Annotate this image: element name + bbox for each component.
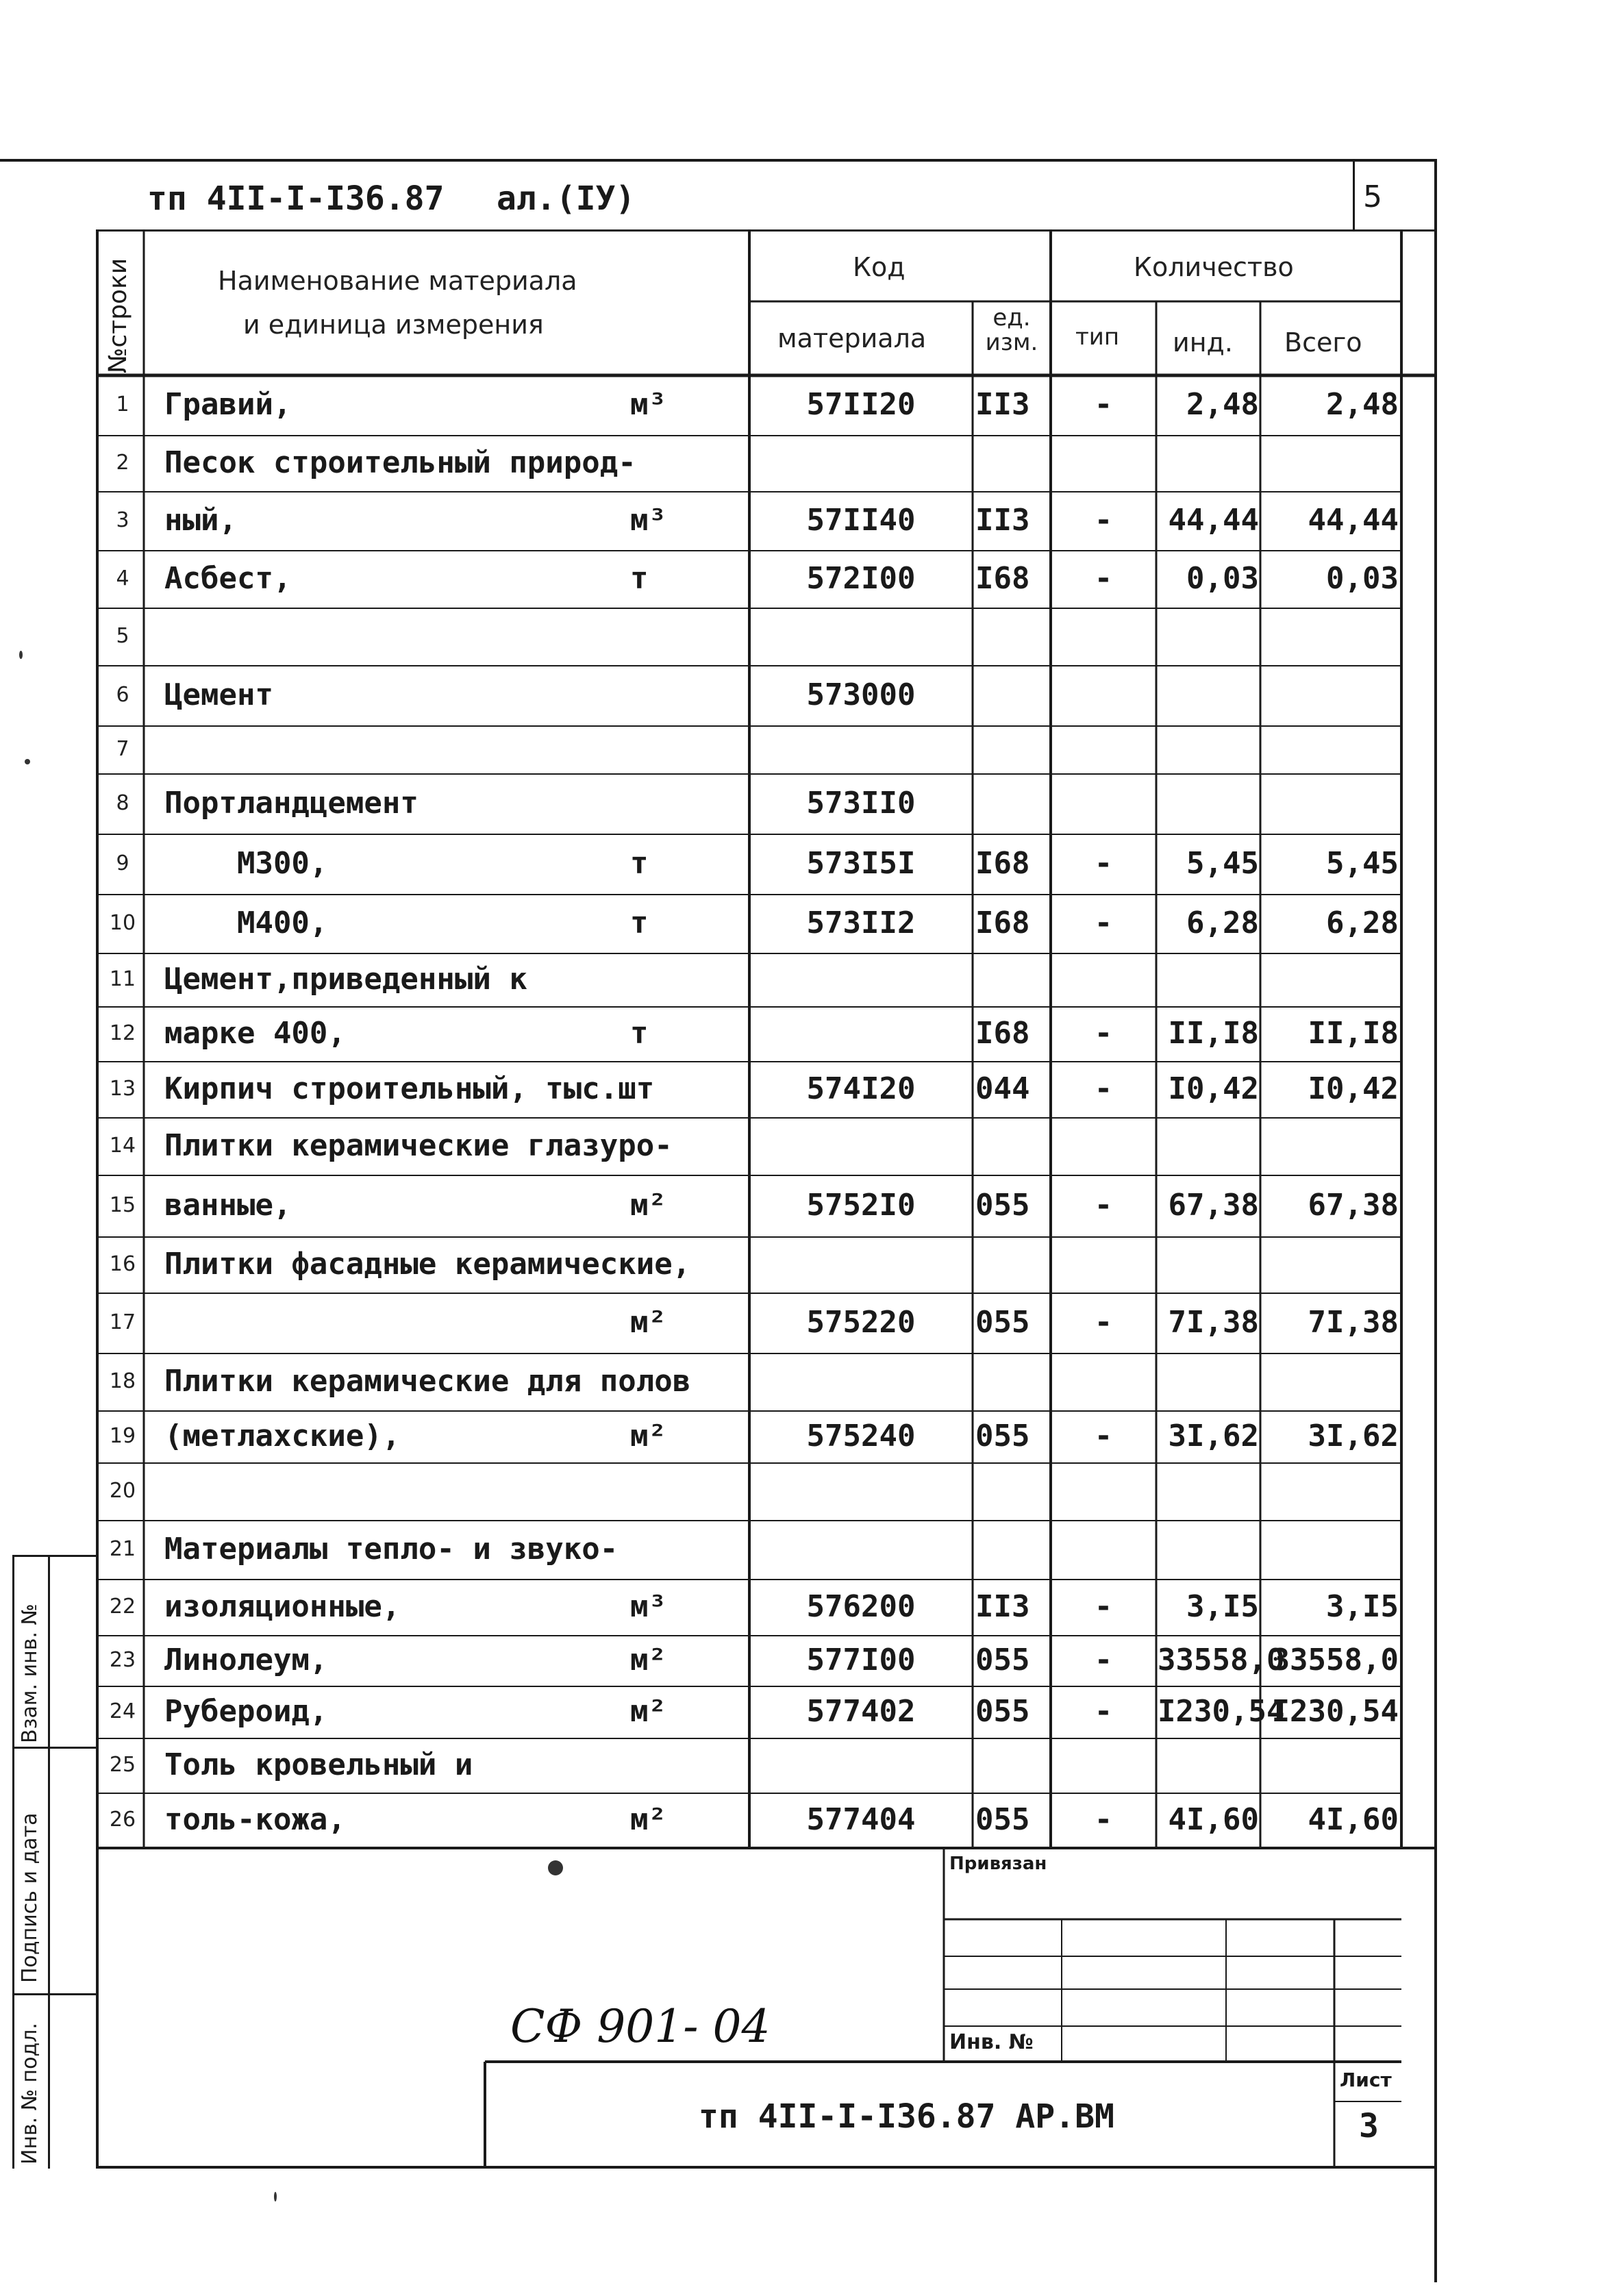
signature-date-label: Подпись и дата xyxy=(18,1812,42,1983)
row-number: 22 xyxy=(109,1595,136,1619)
material-name: изоляционные, xyxy=(164,1588,401,1624)
unit-code: II3 xyxy=(975,502,1030,538)
row-number: 23 xyxy=(109,1648,136,1673)
material-name: Цемент,приведенный к xyxy=(164,961,527,997)
quantity-type-header: тип xyxy=(1075,323,1120,351)
name-header-line2: и единица измерения xyxy=(243,310,544,340)
quantity-type: - xyxy=(1094,1588,1113,1624)
row-number: 6 xyxy=(116,683,129,708)
material-name: Портландцемент xyxy=(164,785,419,821)
material-unit: м³ xyxy=(630,1588,666,1624)
quantity-individual: I0,42 xyxy=(1168,1071,1259,1106)
quantity-individual: 44,44 xyxy=(1168,502,1259,538)
unit-code: I68 xyxy=(975,845,1030,881)
unit-code: 055 xyxy=(975,1418,1030,1453)
material-code: 573II2 xyxy=(806,905,916,940)
quantity-header: Количество xyxy=(1134,252,1294,282)
row-number: 1 xyxy=(116,392,129,417)
material-name: Плитки фасадные керамические, xyxy=(164,1246,691,1282)
quantity-type: - xyxy=(1094,1642,1113,1677)
album-number: ал.(IУ) xyxy=(497,179,636,218)
material-name: толь-кожа, xyxy=(164,1801,346,1837)
page-number: 5 xyxy=(1363,179,1382,214)
row-number: 21 xyxy=(109,1537,136,1562)
material-unit: м³ xyxy=(630,502,666,538)
material-name: Цемент xyxy=(164,677,273,712)
quantity-total-header: Всего xyxy=(1284,327,1362,358)
quantity-total: II,I8 xyxy=(1308,1015,1399,1051)
row-number: 12 xyxy=(109,1021,136,1046)
material-name: Толь кровельный и xyxy=(164,1747,473,1782)
material-name: М300, xyxy=(164,845,328,881)
quantity-type: - xyxy=(1094,1304,1113,1340)
material-name: Рубероид, xyxy=(164,1693,328,1729)
material-code: 574I20 xyxy=(806,1071,916,1106)
quantity-individual: 5,45 xyxy=(1186,845,1259,881)
quantity-individual: 7I,38 xyxy=(1168,1304,1259,1340)
quantity-individual: 67,38 xyxy=(1168,1187,1259,1223)
quantity-total: 33558,0 xyxy=(1271,1642,1399,1677)
replacement-inventory-label: Взам. инв. № xyxy=(18,1604,42,1743)
unit-code: I68 xyxy=(975,1015,1030,1051)
quantity-individual: 3,I5 xyxy=(1186,1588,1259,1624)
unit-code: II3 xyxy=(975,386,1030,422)
quantity-type: - xyxy=(1094,905,1113,940)
quantity-individual: II,I8 xyxy=(1168,1015,1259,1051)
title-block-code: тп 4II-I-I36.87 АР.ВМ xyxy=(699,2097,1114,2136)
material-unit: м² xyxy=(630,1801,666,1837)
quantity-individual: I230,54 xyxy=(1158,1693,1285,1729)
material-code: 577404 xyxy=(806,1801,916,1837)
material-code: 577402 xyxy=(806,1693,916,1729)
row-number: 17 xyxy=(109,1310,136,1335)
material-name: Линолеум, xyxy=(164,1642,328,1677)
row-number: 19 xyxy=(109,1424,136,1449)
quantity-total: 67,38 xyxy=(1308,1187,1399,1223)
quantity-total: 7I,38 xyxy=(1308,1304,1399,1340)
material-code: 575220 xyxy=(806,1304,916,1340)
quantity-type: - xyxy=(1094,502,1113,538)
quantity-individual: 33558,0 xyxy=(1158,1642,1285,1677)
quantity-type: - xyxy=(1094,1071,1113,1106)
quantity-total: I0,42 xyxy=(1308,1071,1399,1106)
quantity-type: - xyxy=(1094,386,1113,422)
material-code: 576200 xyxy=(806,1588,916,1624)
row-number: 8 xyxy=(116,791,129,816)
material-name: Гравий, xyxy=(164,386,292,422)
material-name: М400, xyxy=(164,905,328,940)
unit-code: 044 xyxy=(975,1071,1030,1106)
quantity-total: 2,48 xyxy=(1326,386,1399,422)
sheet-label: Лист xyxy=(1340,2069,1392,2091)
row-number: 13 xyxy=(109,1077,136,1101)
bound-label: Привязан xyxy=(949,1854,1047,1874)
unit-code: II3 xyxy=(975,1588,1030,1624)
material-code: 573II0 xyxy=(806,785,916,821)
quantity-total: 5,45 xyxy=(1326,845,1399,881)
quantity-type: - xyxy=(1094,1015,1113,1051)
sheet-number: 3 xyxy=(1359,2107,1379,2145)
material-name: Кирпич строительный, тыс.шт xyxy=(164,1071,655,1106)
quantity-type: - xyxy=(1094,560,1113,596)
code-material-header: материала xyxy=(777,323,927,353)
row-number: 18 xyxy=(109,1369,136,1394)
material-code: 577I00 xyxy=(806,1642,916,1677)
material-unit: м³ xyxy=(630,386,666,422)
quantity-individual: 4I,60 xyxy=(1168,1801,1259,1837)
row-number: 16 xyxy=(109,1252,136,1277)
material-name: Асбест, xyxy=(164,560,292,596)
code-unit-header: ед. изм. xyxy=(985,304,1038,356)
quantity-total: 6,28 xyxy=(1326,905,1399,940)
inventory-number-label: Инв. № xyxy=(949,2030,1034,2054)
unit-code: 055 xyxy=(975,1642,1030,1677)
material-code: 573000 xyxy=(806,677,916,712)
unit-code: 055 xyxy=(975,1187,1030,1223)
quantity-total: I230,54 xyxy=(1271,1693,1399,1729)
unit-code: I68 xyxy=(975,905,1030,940)
material-code: 573I5I xyxy=(806,845,916,881)
row-number: 20 xyxy=(109,1479,136,1503)
row-number: 11 xyxy=(109,967,136,992)
row-number: 15 xyxy=(109,1193,136,1218)
quantity-type: - xyxy=(1094,1187,1113,1223)
quantity-total: 0,03 xyxy=(1326,560,1399,596)
row-number: 10 xyxy=(109,911,136,936)
code-header: Код xyxy=(853,252,906,282)
quantity-type: - xyxy=(1094,845,1113,881)
row-number: 2 xyxy=(116,451,129,475)
row-number: 14 xyxy=(109,1134,136,1158)
material-name: Материалы тепло- и звуко- xyxy=(164,1531,619,1567)
quantity-type: - xyxy=(1094,1801,1113,1837)
material-unit: т xyxy=(630,845,649,881)
quantity-total: 44,44 xyxy=(1308,502,1399,538)
material-code: 572I00 xyxy=(806,560,916,596)
material-name: Песок строительный природ- xyxy=(164,445,636,480)
original-inventory-label: Инв. № подл. xyxy=(18,2023,42,2164)
unit-code: 055 xyxy=(975,1801,1030,1837)
material-code: 57II20 xyxy=(806,386,916,422)
quantity-total: 3I,62 xyxy=(1308,1418,1399,1453)
quantity-type: - xyxy=(1094,1693,1113,1729)
row-number: 9 xyxy=(116,851,129,876)
row-number-header: №строки xyxy=(104,258,132,373)
row-number: 24 xyxy=(109,1699,136,1724)
quantity-total: 3,I5 xyxy=(1326,1588,1399,1624)
unit-code: 055 xyxy=(975,1693,1030,1729)
material-name: ный, xyxy=(164,502,237,538)
material-code: 5752I0 xyxy=(806,1187,916,1223)
material-unit: т xyxy=(630,560,649,596)
quantity-ind-header: инд. xyxy=(1173,327,1233,358)
material-name: (метлахские), xyxy=(164,1418,401,1453)
material-name: Плитки керамические глазуро- xyxy=(164,1127,673,1163)
material-name: ванные, xyxy=(164,1187,292,1223)
quantity-total: 4I,60 xyxy=(1308,1801,1399,1837)
name-header-line1: Наименование материала xyxy=(218,266,577,296)
material-unit: м² xyxy=(630,1187,666,1223)
row-number: 3 xyxy=(116,508,129,533)
material-unit: т xyxy=(630,1015,649,1051)
unit-code: I68 xyxy=(975,560,1030,596)
quantity-individual: 3I,62 xyxy=(1168,1418,1259,1453)
row-number: 7 xyxy=(116,737,129,762)
material-code: 57II40 xyxy=(806,502,916,538)
material-unit: т xyxy=(630,905,649,940)
row-number: 4 xyxy=(116,566,129,591)
quantity-individual: 0,03 xyxy=(1186,560,1259,596)
quantity-individual: 2,48 xyxy=(1186,386,1259,422)
material-name: Плитки керамические для полов xyxy=(164,1363,691,1399)
material-unit: м² xyxy=(630,1304,666,1340)
material-unit: м² xyxy=(630,1418,666,1453)
quantity-type: - xyxy=(1094,1418,1113,1453)
material-unit: м² xyxy=(630,1693,666,1729)
unit-code: 055 xyxy=(975,1304,1030,1340)
row-number: 5 xyxy=(116,624,129,649)
quantity-individual: 6,28 xyxy=(1186,905,1259,940)
row-number: 26 xyxy=(109,1808,136,1832)
document-code: тп 4II-I-I36.87 xyxy=(147,179,445,218)
material-unit: м² xyxy=(630,1642,666,1677)
handwritten-note: СФ 901- 04 xyxy=(510,2000,771,2053)
material-code: 575240 xyxy=(806,1418,916,1453)
material-name: марке 400, xyxy=(164,1015,346,1051)
row-number: 25 xyxy=(109,1753,136,1777)
